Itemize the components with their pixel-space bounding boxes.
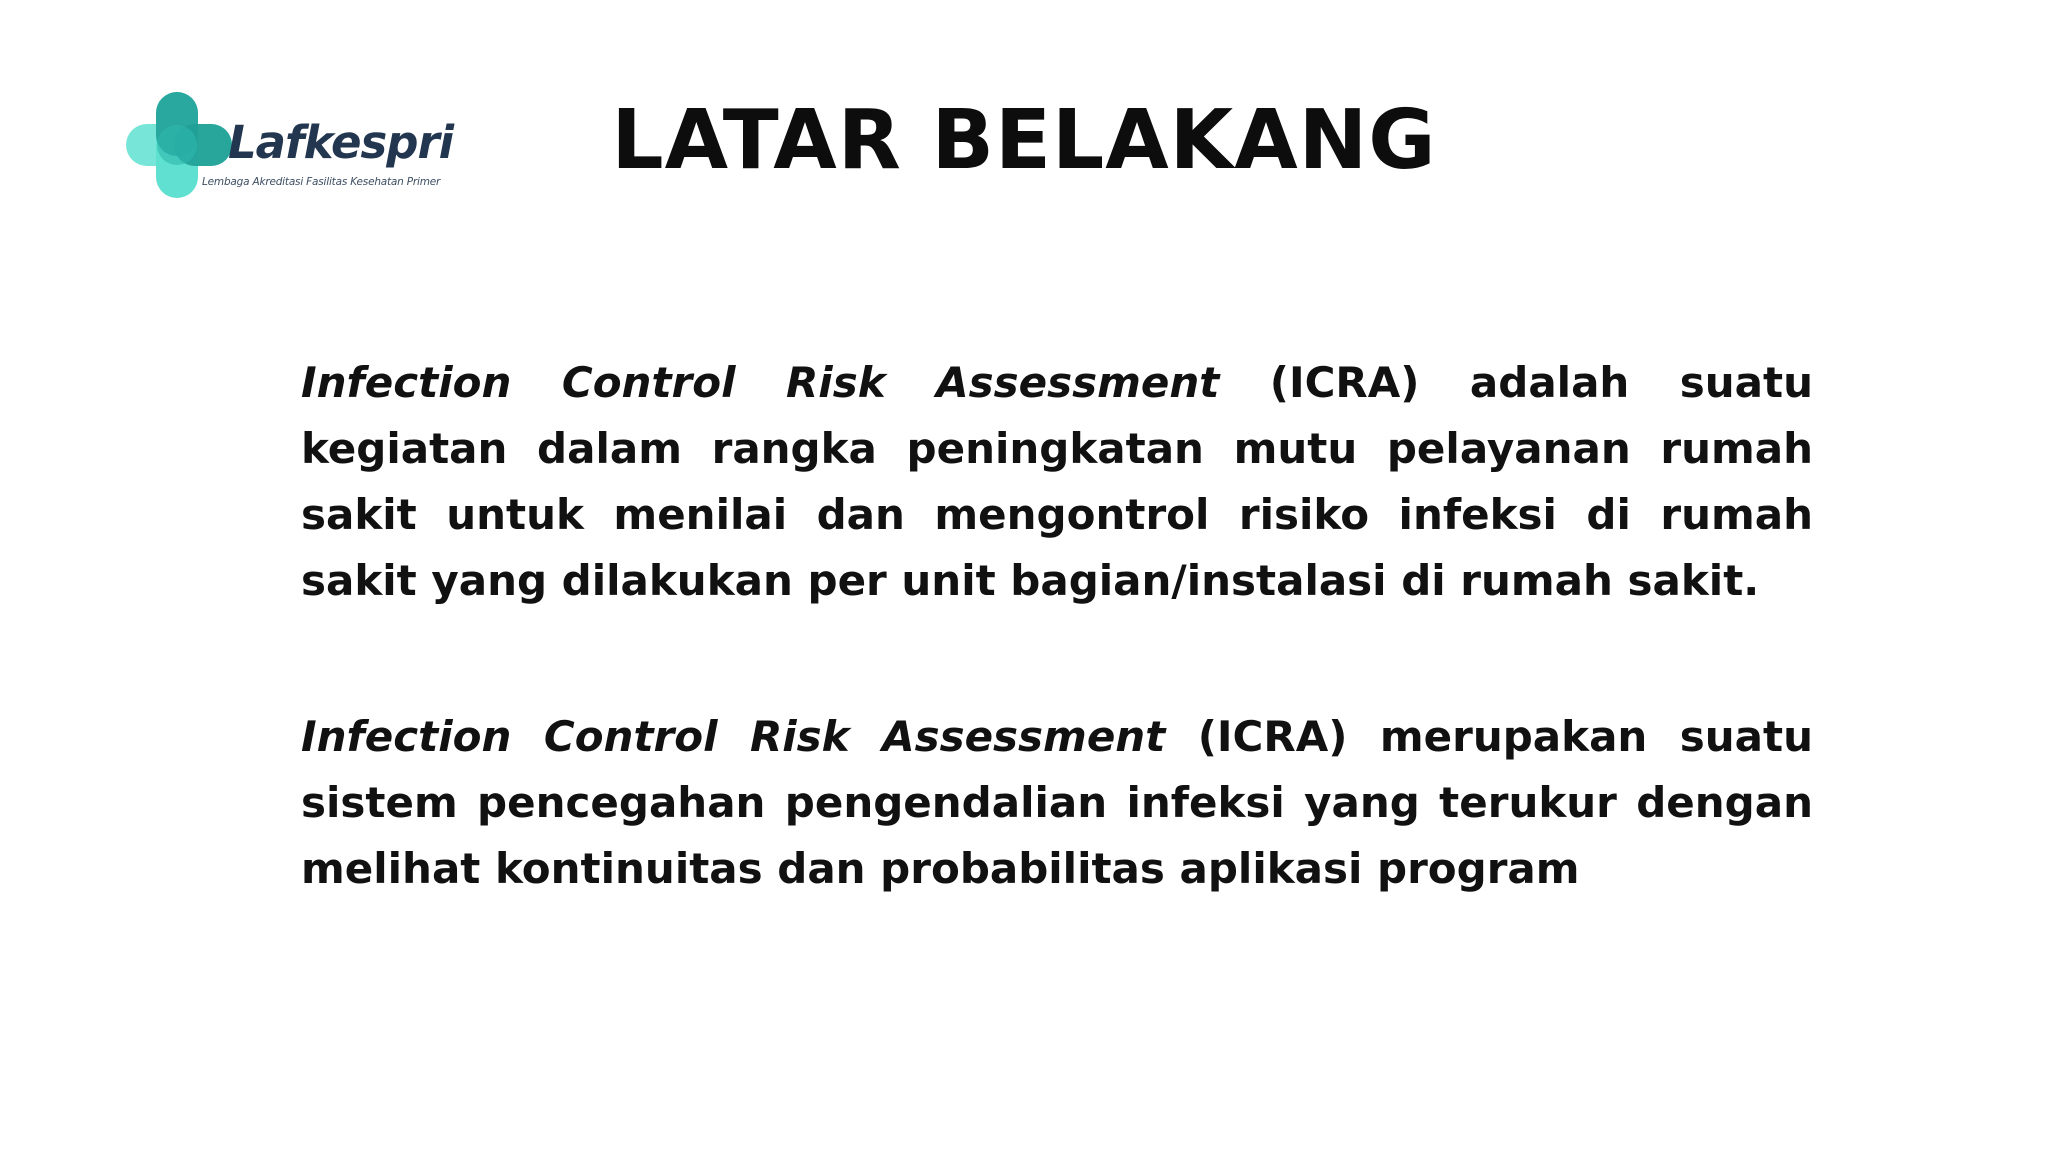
lafkespri-logo xyxy=(124,90,454,205)
logo-name: Lafkespri xyxy=(228,116,454,169)
paragraph-term: Infection Control Risk Assessment xyxy=(301,712,1166,761)
paragraph-text: (ICRA) merupakan suatu sistem pencegahan pengendalian infeksi yang terukur dengan melihat kontinuitas dan probabilitas aplikasi program xyxy=(301,712,1813,893)
paragraph-text: (ICRA) adalah suatu kegiatan dalam rangka peningkatan mutu pelayanan rumah sakit untuk menilai dan mengontrol risiko infeksi di rumah sakit yang dilakukan per unit bagian/instalasi di rumah sakit. xyxy=(301,358,1813,605)
paragraph-icra-system xyxy=(301,704,1813,902)
paragraph-icra-definition xyxy=(301,350,1813,614)
page-title: LATAR BELAKANG xyxy=(611,93,1437,188)
paragraph-term: Infection Control Risk Assessment xyxy=(301,358,1220,407)
content-body xyxy=(301,350,1813,902)
logo-tagline: Lembaga Akreditasi Fasilitas Kesehatan Primer xyxy=(202,176,441,188)
